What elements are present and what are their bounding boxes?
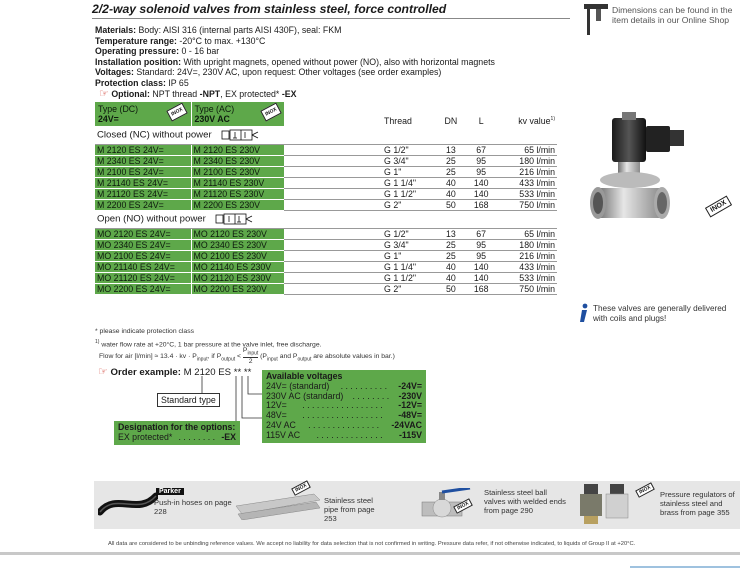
dn-cell: 40 [436,177,466,188]
dn-cell: 25 [436,239,466,250]
type-dc-cell: MO 2200 ES 24V= [95,283,191,294]
thread-cell: G 2" [284,283,436,294]
info-icon [578,303,590,323]
l-cell: 67 [466,144,496,155]
footer-item-hoses[interactable]: Parker Push-in hoses on page 228 [98,486,234,524]
type-ac-cell: M 21140 ES 230V [191,177,284,188]
section-open: Open (NO) without power [95,210,557,228]
footer-item-regulators[interactable]: INOX Pressure regulators of stainless steel and brass from page 355 [574,482,740,526]
dn-cell: 13 [436,228,466,239]
l-cell: 95 [466,166,496,177]
thread-cell: G 1" [284,166,436,177]
kv-cell: 65 l/min [496,144,557,155]
type-ac-cell: MO 21140 ES 230V [191,261,284,272]
dn-cell: 25 [436,155,466,166]
caliper-icon [582,2,610,38]
thread-cell: G 1 1/4" [284,177,436,188]
dn-cell: 40 [436,272,466,283]
l-cell: 95 [466,155,496,166]
voltage-option: 115V AC . . . . . . . . . . . . . . -115V [266,429,422,440]
type-dc-cell: M 2200 ES 24V= [95,199,191,210]
kv-cell: 216 l/min [496,250,557,261]
kv-cell: 180 l/min [496,155,557,166]
type-dc-cell: MO 2120 ES 24V= [95,228,191,239]
spec-pressure: Operating pressure: 0 - 16 bar [95,46,220,57]
type-dc-cell: MO 21140 ES 24V= [95,261,191,272]
type-ac-cell: MO 2100 ES 230V [191,250,284,261]
section-closed: Closed (NC) without power [95,126,557,144]
l-cell: 168 [466,283,496,294]
header-type-ac: Type (AC) 230V AC INOX [191,102,284,126]
hose-image [98,490,158,518]
no-rows [95,228,557,294]
disclaimer: All data are considered to be unbinding reference values. We accept no liability for data selection that is not confirmed in writing. Pressure data refer, if not otherwise indicated, to liquids of Group II at +20°C. [108,541,636,547]
designation-box: Designation for the options: EX protected* . . . . . . . . -EX [114,421,240,445]
voltage-option: 12V= . . . . . . . . . . . . . . . . . -12V= [266,400,422,411]
spec-optional: ☞ Optional: NPT thread -NPT, EX protected* -EX [99,87,297,100]
type-dc-cell: M 2100 ES 24V= [95,166,191,177]
pressure-regulator-image [574,482,636,526]
header-l: L [478,116,484,126]
table-row [95,188,557,199]
pointing-hand-icon: ☞ [99,87,109,100]
footer-divider [0,552,740,555]
type-dc-cell: MO 21120 ES 24V= [95,272,191,283]
type-dc-cell: M 21120 ES 24V= [95,188,191,199]
parker-logo: Parker [156,488,184,495]
spec-temperature: Temperature range: -20°C to max. +130°C [95,35,266,46]
type-ac-cell: M 2340 ES 230V [191,155,284,166]
nc-rows [95,144,557,210]
type-ac-cell: MO 2200 ES 230V [191,283,284,294]
l-cell: 95 [466,239,496,250]
thread-cell: G 1 1/4" [284,261,436,272]
table-row [95,144,557,155]
table-row [95,199,557,210]
page-title: 2/2-way solenoid valves from stainless steel, force controlled [92,2,447,16]
thread-cell: G 3/4" [284,155,436,166]
table-row [95,166,557,177]
type-ac-cell: M 2120 ES 230V [191,144,284,155]
specs-block [95,25,575,99]
table-row [95,261,557,272]
note-water: $^{1)}$ water flow rate at +20°C, 1 bar pressure at the valve inlet, free discharge. [95,339,322,349]
inox-badge-right: INOX [706,200,731,212]
kv-cell: 750 l/min [496,199,557,210]
header-kv: kv value$^{1)}$ [518,116,555,126]
spec-materials: Materials: Body: AISI 316 (internal parts AISI 430F), seal: FKM [95,25,342,35]
thread-cell: G 1/2" [284,144,436,155]
type-ac-cell: M 21120 ES 230V [191,188,284,199]
type-dc-cell: M 2120 ES 24V= [95,144,191,155]
footer-item-pipe[interactable]: INOX Stainless steel pipe from page 253 [234,486,384,524]
kv-cell: 750 l/min [496,283,557,294]
table-row [95,272,557,283]
type-dc-cell: M 2340 ES 24V= [95,155,191,166]
dimensions-note: Dimensions can be found in the item details in our Online Shop [612,5,733,25]
table-row [95,283,557,294]
type-dc-cell: M 21140 ES 24V= [95,177,191,188]
coils-plugs-note: These valves are generally delivered with coils and plugs! [593,304,727,323]
l-cell: 140 [466,188,496,199]
header-thread: Thread [384,116,412,126]
type-ac-cell: MO 2120 ES 230V [191,228,284,239]
table-row [95,155,557,166]
kv-cell: 180 l/min [496,239,557,250]
table-row [95,239,557,250]
kv-cell: 433 l/min [496,177,557,188]
pointing-hand-icon: ☞ [98,366,108,378]
kv-cell: 216 l/min [496,166,557,177]
dn-cell: 25 [436,250,466,261]
type-ac-cell: M 2200 ES 230V [191,199,284,210]
table-row [95,177,557,188]
l-cell: 95 [466,250,496,261]
available-voltages-box: Available voltages 24V= (standard) . . . . . . . . . . -24V= 230V AC (standard) . . . . . . . . -230V 12V= . . . . . . . . . . . . . . . . . -12V= 48V= . . . . . . . . . . . . . . . . . -48V= 24V AC . . . . . . . . . . . . . . . -24VAC 115V AC . . . . . . . . . . . . . . -115V [262,370,426,443]
thread-cell: G 1 1/2" [284,272,436,283]
table-row [95,228,557,239]
thread-cell: G 2" [284,199,436,210]
type-dc-cell: MO 2340 ES 24V= [95,239,191,250]
page-title-bar [92,2,570,19]
spec-installation: Installation position: With upright magnets, opened without power (NO), also with horizontal magnets [95,56,495,67]
dn-cell: 50 [436,283,466,294]
kv-cell: 65 l/min [496,228,557,239]
spec-voltages: Voltages: Standard: 24V=, 230V AC, upon request: Other voltages (see order examples) [95,67,442,78]
dn-cell: 13 [436,144,466,155]
inox-badge-icon: INOX [260,102,282,121]
kv-cell: 533 l/min [496,188,557,199]
note-air-formula: Flow for air [l/min] ≈ 13.4 · kv · $P_{input}$, if $P_{output}$ < $P_{input}$ 2 ($P_{input}$ and $P_{output}$ are absolute values in bar.) [99,347,395,366]
thread-cell: G 3/4" [284,239,436,250]
order-example: ☞ Order example: M 2120 ES ** ** [98,366,252,378]
dn-cell: 50 [436,199,466,210]
l-cell: 140 [466,177,496,188]
standard-type-box: Standard type [157,393,220,407]
voltage-option: 230V AC (standard) . . . . . . . . -230V [266,390,422,401]
type-ac-cell: MO 21120 ES 230V [191,272,284,283]
valve-symbol-no-icon [214,213,254,225]
dn-cell: 40 [436,261,466,272]
thread-cell: G 1" [284,250,436,261]
l-cell: 168 [466,199,496,210]
kv-cell: 433 l/min [496,261,557,272]
l-cell: 67 [466,228,496,239]
header-dn: DN [444,116,458,126]
valve-symbol-nc-icon [220,129,260,141]
type-ac-cell: M 2100 ES 230V [191,166,284,177]
spec-protection: Protection class: IP 65 [95,77,189,88]
dn-cell: 25 [436,166,466,177]
dn-cell: 40 [436,188,466,199]
table-row [95,250,557,261]
voltage-option: 24V= (standard) . . . . . . . . . . -24V= [266,380,422,391]
solenoid-valve-image [588,110,728,235]
voltage-option: 48V= . . . . . . . . . . . . . . . . . -48V= [266,410,422,421]
footer-item-ball-valves[interactable]: INOX Stainless steel ball valves with welded ends from page 290 [412,484,572,524]
product-table [95,102,557,295]
l-cell: 140 [466,261,496,272]
inox-badge-icon: INOX [167,102,189,121]
thread-cell: G 1/2" [284,228,436,239]
header-type-dc: Type (DC) 24V= INOX [95,102,191,126]
type-ac-cell: MO 2340 ES 230V [191,239,284,250]
page-accent-line [630,566,740,568]
thread-cell: G 1 1/2" [284,188,436,199]
voltage-option: 24V AC . . . . . . . . . . . . . . . -24VAC [266,419,422,430]
steel-pipe-image [234,492,322,520]
l-cell: 140 [466,272,496,283]
note-protection: * please indicate protection class [95,328,194,335]
type-dc-cell: MO 2100 ES 24V= [95,250,191,261]
kv-cell: 533 l/min [496,272,557,283]
